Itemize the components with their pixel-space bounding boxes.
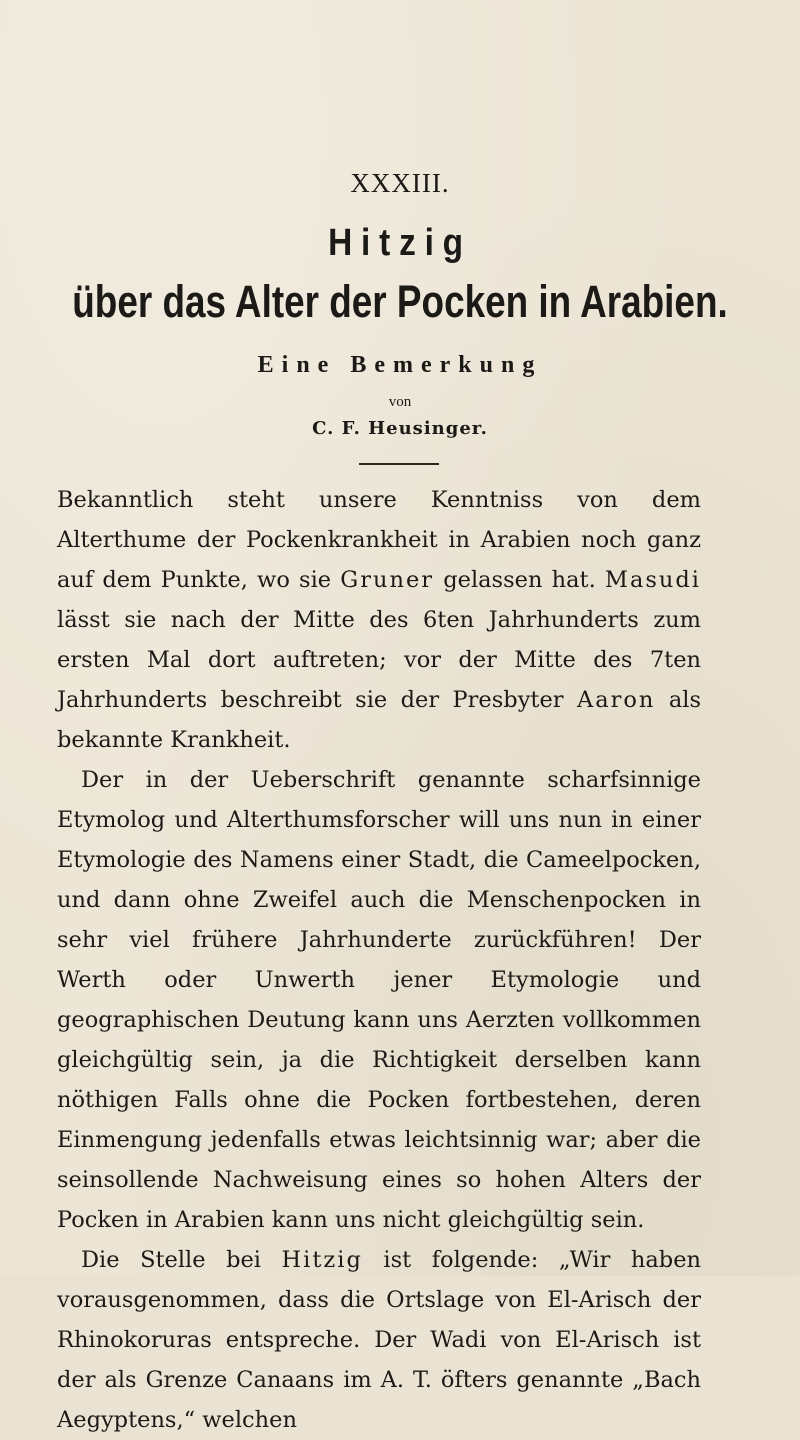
article-title: über das Alter der Pocken in Arabien.: [72, 276, 728, 327]
text-run: ist folgende: „Wir haben vorausgenommen, dass die Ortslage von El-Arisch der Rhinokoruras entspreche. Der Wadi von El-Arisch ist der als Grenze Canaans im A. T. öfters genannte „Bach Aegyptens,“ welchen: [57, 1247, 702, 1433]
byline-author: C. F. Heusinger.: [312, 418, 488, 439]
text-run: gelassen hat.: [434, 567, 605, 593]
article-author-heading: Hitzig: [328, 222, 472, 264]
paragraph-1: [57, 480, 701, 760]
body-text: [57, 480, 701, 1440]
paragraph-2: Der in der Ueberschrift genannte scharfsinnige Etymolog und Alterthumsforscher will uns nun in einer Etymologie des Namens einer Stadt, die Cameelpocken, und dann ohne Zweifel auch die Menschenpocken in sehr viel frühere Jahrhunderte zurückführen! Der Werth oder Unwerth jener Etymologie und geographischen Deutung kann uns Aerzten vollkommen gleichgültig sein, ja die Richtigkeit derselben kann nöthigen Falls ohne die Pocken fortbestehen, deren Einmengung jedenfalls etwas leichtsinnig war; aber die seinsollende Nachweisung eines so hohen Alters der Pocken in Arabien kann uns nicht gleichgültig sein.: [57, 767, 701, 1233]
byline-von: von: [388, 394, 412, 410]
article-subtitle: Eine Bemerkung: [257, 352, 543, 378]
text-run: Die Stelle bei: [81, 1247, 282, 1273]
divider-rule: [359, 463, 439, 465]
text-run: lässt sie nach der Mitte des 6ten Jahrhunderts zum ersten Mal dort auftreten; vor der Mitte des 7ten Jahrhunderts beschreibt sie der Presbyter: [57, 607, 701, 713]
text-run: Bekanntlich steht unsere Kenntniss von dem Alterthume der Pockenkrankheit in Arabien noch ganz auf dem Punkte, wo sie: [57, 487, 701, 593]
text-run: als bekannte Krankheit.: [57, 687, 702, 753]
chapter-number: XXXIII.: [350, 168, 450, 198]
name-aaron: Aaron: [576, 687, 656, 713]
name-masudi: Masudi: [604, 567, 701, 593]
name-hitzig: Hitzig: [281, 1247, 363, 1273]
name-gruner: Gruner: [340, 567, 435, 593]
paragraph-3: [57, 1240, 701, 1440]
